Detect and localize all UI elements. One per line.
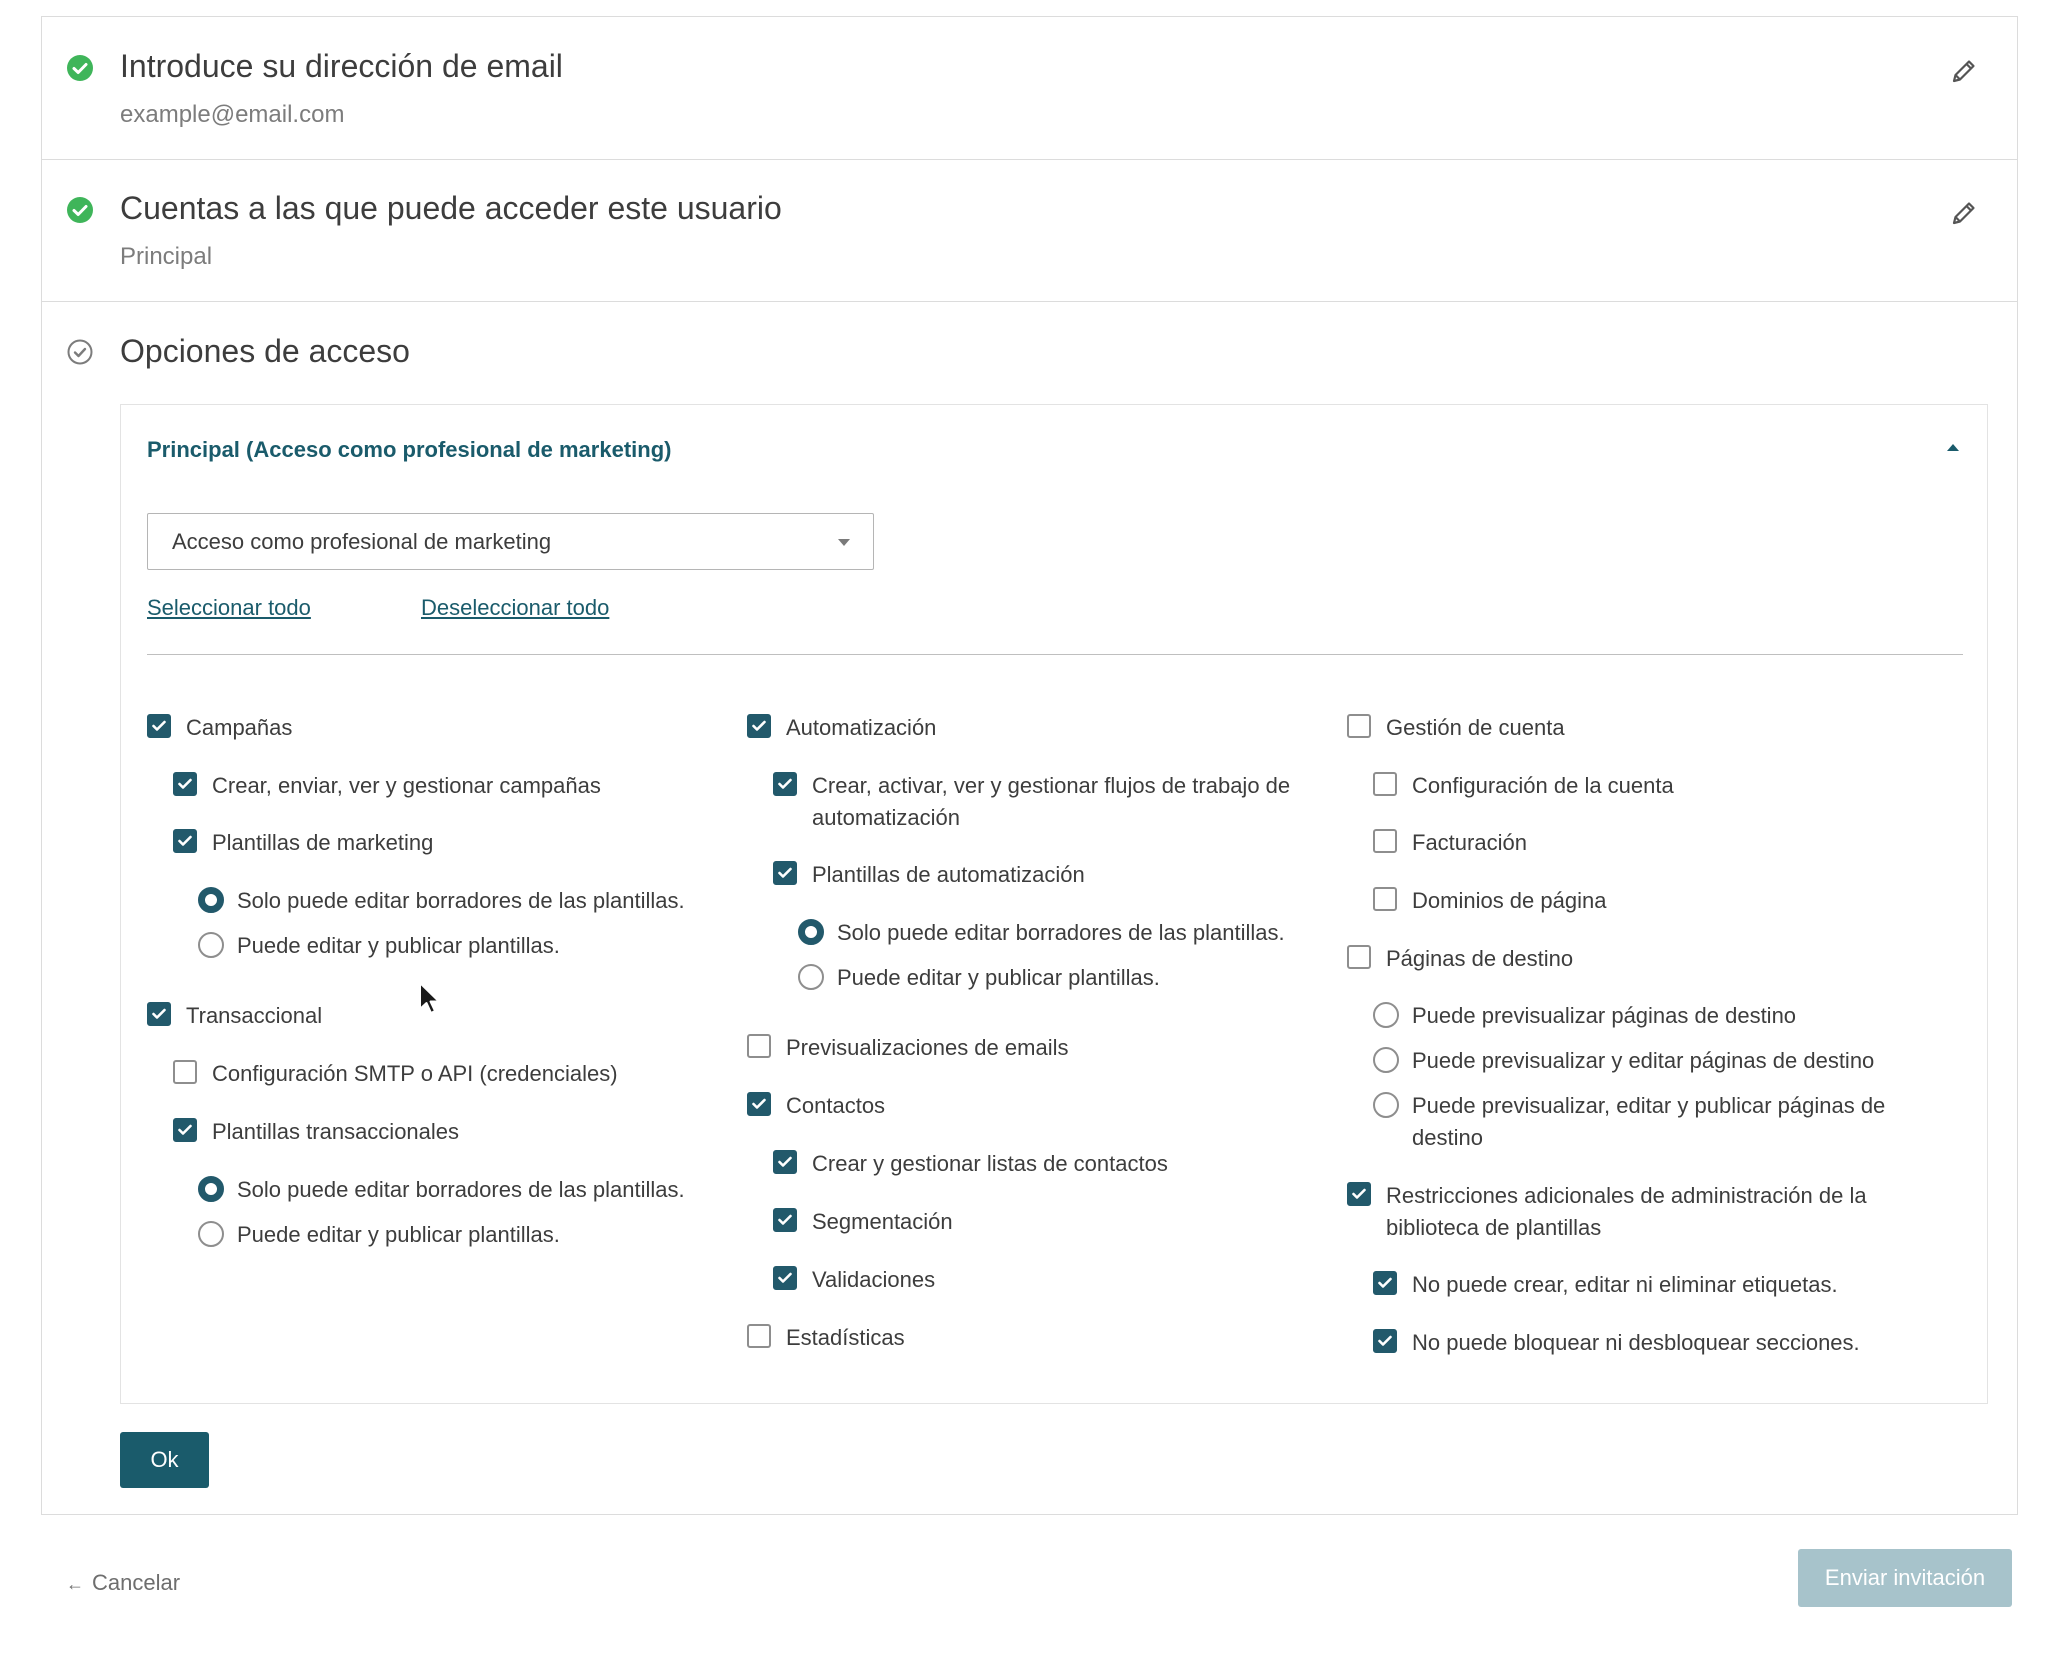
checkbox-label: Páginas de destino: [1386, 946, 1574, 971]
checkbox-account-management[interactable]: [1347, 714, 1907, 746]
checkbox-box: [1347, 1182, 1371, 1206]
select-all-link[interactable]: Seleccionar todo: [147, 595, 311, 620]
checkbox-page-domains[interactable]: [1373, 887, 1907, 919]
checkbox-box: [173, 1060, 197, 1084]
checkbox-label: Configuración de la cuenta: [1412, 773, 1674, 798]
deselect-all-link[interactable]: Deseleccionar todo: [421, 595, 610, 620]
checkbox-label: Crear, activar, ver y gestionar flujos de trabajo de automatización: [812, 773, 1291, 830]
checkbox-account-settings[interactable]: [1373, 772, 1907, 804]
step-title: Introduce su dirección de email: [120, 48, 563, 84]
radio-circle: [798, 964, 824, 990]
checkbox-box: [773, 1266, 797, 1290]
checkbox-automation-templates[interactable]: [773, 861, 1307, 893]
checkbox-box: [147, 1002, 171, 1026]
checkmark-icon: [778, 867, 792, 879]
checkbox-box: [1347, 945, 1371, 969]
radio-automation-drafts-only[interactable]: [798, 919, 1328, 951]
radio-label: Puede previsualizar y editar páginas de destino: [1412, 1048, 1875, 1073]
radio-label: Puede previsualizar, editar y publicar páginas de destino: [1412, 1093, 1886, 1150]
checkbox-label: Plantillas de automatización: [812, 862, 1085, 887]
checkbox-label: Restricciones adicionales de administración de la biblioteca de plantillas: [1386, 1183, 1867, 1240]
checkmark-icon: [752, 1098, 766, 1110]
radio-lp-preview[interactable]: [1373, 1002, 1933, 1034]
checkbox-billing[interactable]: [1373, 829, 1907, 861]
radio-label: Puede editar y publicar plantillas.: [237, 933, 560, 958]
checkbox-box: [1373, 1329, 1397, 1353]
checkbox-no-tags[interactable]: [1373, 1271, 1933, 1303]
radio-circle: [1373, 1092, 1399, 1118]
checkbox-box: [1373, 887, 1397, 911]
checkbox-label: Plantillas de marketing: [212, 830, 434, 855]
radio-marketing-publish[interactable]: [198, 932, 728, 964]
checkbox-label: Automatización: [786, 715, 937, 740]
divider: [42, 301, 2017, 302]
checkbox-box: [747, 1034, 771, 1058]
radio-label: Solo puede editar borradores de las plantillas.: [237, 1177, 685, 1202]
checkbox-label: Validaciones: [812, 1267, 936, 1292]
checkmark-icon: [1352, 1188, 1366, 1200]
step-summary: example@email.com: [120, 101, 345, 128]
checkmark-icon: [1378, 1277, 1392, 1289]
checkbox-label: No puede bloquear ni desbloquear secciones.: [1412, 1330, 1860, 1355]
checkbox-label: Transaccional: [186, 1003, 323, 1028]
dropdown-arrow-icon: [837, 538, 851, 547]
radio-transactional-drafts-only[interactable]: [198, 1176, 728, 1208]
role-select[interactable]: [147, 513, 874, 570]
check-circle-icon: [67, 197, 93, 223]
checkbox-box: [1347, 714, 1371, 738]
checkbox-box: [1373, 772, 1397, 796]
checkbox-automation[interactable]: [747, 714, 1307, 746]
checkbox-no-lock-sections[interactable]: [1373, 1329, 1933, 1361]
radio-circle: [1373, 1002, 1399, 1028]
checkbox-automation-manage[interactable]: [773, 772, 1333, 836]
checkbox-box: [747, 1092, 771, 1116]
radio-lp-preview-edit[interactable]: [1373, 1047, 1933, 1079]
checkbox-box: [773, 1208, 797, 1232]
checkmark-icon: [752, 720, 766, 732]
checkbox-campaigns[interactable]: [147, 714, 707, 746]
radio-label: Puede editar y publicar plantillas.: [837, 965, 1160, 990]
checkmark-icon: [778, 1156, 792, 1168]
checkbox-contacts[interactable]: [747, 1092, 1307, 1124]
checkmark-icon: [778, 1272, 792, 1284]
checkbox-label: Dominios de página: [1412, 888, 1607, 913]
checkbox-transactional-templates[interactable]: [173, 1118, 707, 1150]
checkbox-label: Previsualizaciones de emails: [786, 1035, 1069, 1060]
checkbox-smtp-api[interactable]: [173, 1060, 707, 1092]
checkbox-campaigns-manage[interactable]: [173, 772, 707, 804]
radio-label: Solo puede editar borradores de las plantillas.: [837, 920, 1285, 945]
checkbox-contact-lists[interactable]: [773, 1150, 1307, 1182]
ok-button[interactable]: Ok: [120, 1432, 209, 1488]
mouse-pointer-icon: [418, 981, 442, 1017]
checkmark-icon: [1378, 1335, 1392, 1347]
edit-pencil-icon[interactable]: [1949, 56, 1979, 86]
radio-circle: [198, 887, 224, 913]
checkmark-icon: [778, 1214, 792, 1226]
radio-transactional-publish[interactable]: [198, 1221, 728, 1253]
checkmark-icon: [178, 835, 192, 847]
role-select-value: Acceso como profesional de marketing: [172, 529, 552, 554]
invite-user-wizard: [41, 16, 2018, 1515]
pending-check-circle-icon: [67, 339, 93, 365]
account-access-header[interactable]: Principal (Acceso como profesional de marketing): [147, 437, 672, 462]
radio-label: Puede editar y publicar plantillas.: [237, 1222, 560, 1247]
step-title: Cuentas a las que puede acceder este usuario: [120, 190, 782, 226]
arrow-left-icon: ←: [66, 1574, 84, 1594]
checkbox-box: [773, 1150, 797, 1174]
radio-label: Solo puede editar borradores de las plantillas.: [237, 888, 685, 913]
checkbox-label: Gestión de cuenta: [1386, 715, 1565, 740]
checkmark-icon: [152, 1008, 166, 1020]
radio-circle: [198, 1176, 224, 1202]
checkmark-icon: [778, 778, 792, 790]
checkbox-landing-pages[interactable]: [1347, 945, 1907, 977]
checkmark-icon: [178, 1124, 192, 1136]
radio-circle: [198, 932, 224, 958]
checkbox-label: Configuración SMTP o API (credenciales): [212, 1061, 618, 1086]
step-summary: Principal: [120, 243, 213, 270]
checkbox-label: Segmentación: [812, 1209, 953, 1234]
checkbox-box: [747, 1324, 771, 1348]
checkbox-label: Campañas: [186, 715, 293, 740]
checkbox-label: Plantillas transaccionales: [212, 1119, 460, 1144]
step-email: [42, 17, 2017, 159]
divider: [147, 654, 1963, 655]
checkbox-box: [173, 829, 197, 853]
checkbox-marketing-templates[interactable]: [173, 829, 707, 861]
checkbox-box: [173, 772, 197, 796]
checkmark-icon: [178, 778, 192, 790]
check-circle-icon: [67, 55, 93, 81]
checkbox-label: Crear, enviar, ver y gestionar campañas: [212, 773, 601, 798]
checkbox-box: [773, 861, 797, 885]
cancel-label: Cancelar: [92, 1570, 181, 1595]
send-invitation-button[interactable]: Enviar invitación: [1798, 1549, 2012, 1607]
checkbox-box: [173, 1118, 197, 1142]
checkbox-label: No puede crear, editar ni eliminar etiquetas.: [1412, 1272, 1838, 1297]
checkbox-validations[interactable]: [773, 1266, 1307, 1298]
caret-up-icon[interactable]: [1945, 441, 1961, 453]
checkmark-icon: [152, 720, 166, 732]
radio-label: Puede previsualizar páginas de destino: [1412, 1003, 1797, 1028]
checkbox-box: [747, 714, 771, 738]
radio-lp-preview-edit-publish[interactable]: [1373, 1092, 1933, 1156]
checkbox-label: Estadísticas: [786, 1325, 905, 1350]
checkbox-label: Facturación: [1412, 830, 1527, 855]
radio-marketing-drafts-only[interactable]: [198, 887, 728, 919]
step-accounts: [42, 160, 2017, 301]
checkbox-box: [1373, 829, 1397, 853]
checkbox-statistics[interactable]: [747, 1324, 1307, 1356]
checkbox-email-previews[interactable]: [747, 1034, 1307, 1066]
checkbox-label: Crear y gestionar listas de contactos: [812, 1151, 1168, 1176]
checkbox-box: [1373, 1271, 1397, 1295]
radio-circle: [198, 1221, 224, 1247]
access-options-panel: [120, 404, 1988, 1404]
checkbox-box: [773, 772, 797, 796]
checkbox-segmentation[interactable]: [773, 1208, 1307, 1240]
checkbox-box: [147, 714, 171, 738]
edit-pencil-icon[interactable]: [1949, 198, 1979, 228]
radio-circle: [798, 919, 824, 945]
step-title: Opciones de acceso: [120, 333, 410, 369]
checkbox-template-library-restrictions[interactable]: [1347, 1182, 1907, 1246]
radio-automation-publish[interactable]: [798, 964, 1328, 996]
cancel-link[interactable]: [66, 1570, 180, 1596]
radio-circle: [1373, 1047, 1399, 1073]
checkbox-label: Contactos: [786, 1093, 886, 1118]
